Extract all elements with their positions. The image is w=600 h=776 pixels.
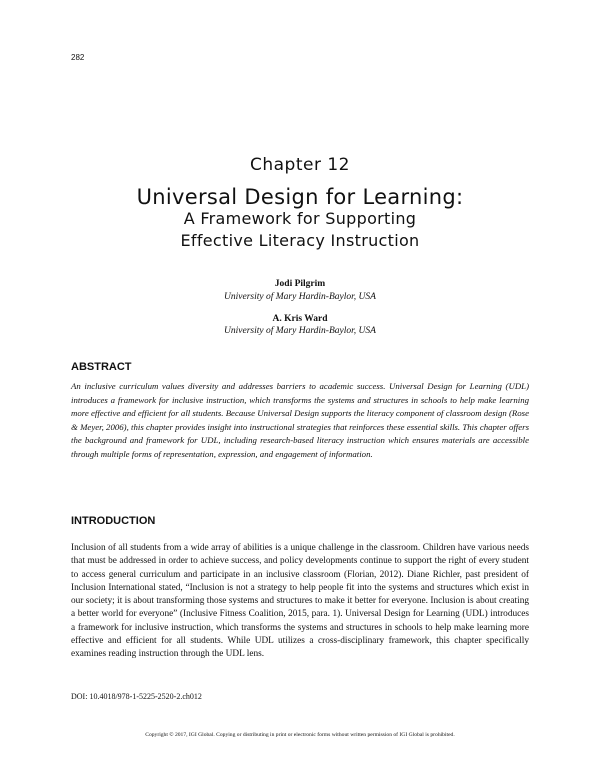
introduction-text: Inclusion of all students from a wide array of abilities is a unique challenge in the classroom. Children have various needs that must be addressed in order to achieve success, and policy developments continue to support the right of every student to access general curriculum and participate in an inclusive classroom (Florian, 2012). Diane Richler, past president of Inclusion International stated, “Inclusion is not a strategy to help people fit into the systems and structures which exist in our society; it is about transforming those systems and structures to make it better for everyone. Inclusion is about creating a better world for everyone” (Inclusive Fitness Coalition, 2015, para. 1). Universal Design for Learning (UDL) introduces a framework for inclusive instruction, which transforms the systems and structures in schools to help make learning more effective and efficient for all students. While UDL utilizes a cross-disciplinary framework, this chapter specifically examines reading instruction through the UDL lens.: [71, 543, 529, 660]
author-affiliation: University of Mary Hardin-Baylor, USA: [224, 292, 376, 302]
chapter-subtitle-line-1: A Framework for Supporting: [183, 209, 417, 228]
abstract-heading: ABSTRACT: [71, 361, 132, 373]
abstract-text: An inclusive curriculum values diversity and addresses barriers to academic success. Universal Design for Learning (UDL) introduces a framework for inclusive instruction, which transforms the systems and structures in schools to help make learning more effective and efficient for all students. Because Universal Design supports the literacy component of classroom design (Rose & Meyer, 2006), this chapter provides insight into instructional strategies that reinforces these essential skills. This chapter offers the background and framework for UDL, including research-based literacy instruction which ensures materials are accessible through multiple forms of representation, expression, and engagement of information.: [71, 381, 529, 459]
copyright-notice: Copyright © 2017, IGI Global. Copying or distributing in print or electronic forms without written permission of IGI Global is prohibited.: [145, 732, 455, 738]
chapter-subtitle-line-2: Effective Literacy Instruction: [180, 231, 420, 250]
chapter-label: Chapter 12: [249, 155, 350, 175]
chapter-title: Universal Design for Learning:: [136, 185, 464, 209]
introduction-heading: INTRODUCTION: [71, 515, 156, 527]
page-number: 282: [71, 53, 85, 62]
doi: DOI: 10.4018/978-1-5225-2520-2.ch012: [71, 692, 202, 701]
author-name: Jodi Pilgrim: [274, 279, 326, 289]
author-affiliation: University of Mary Hardin-Baylor, USA: [224, 326, 376, 336]
author-name: A. Kris Ward: [272, 314, 328, 324]
